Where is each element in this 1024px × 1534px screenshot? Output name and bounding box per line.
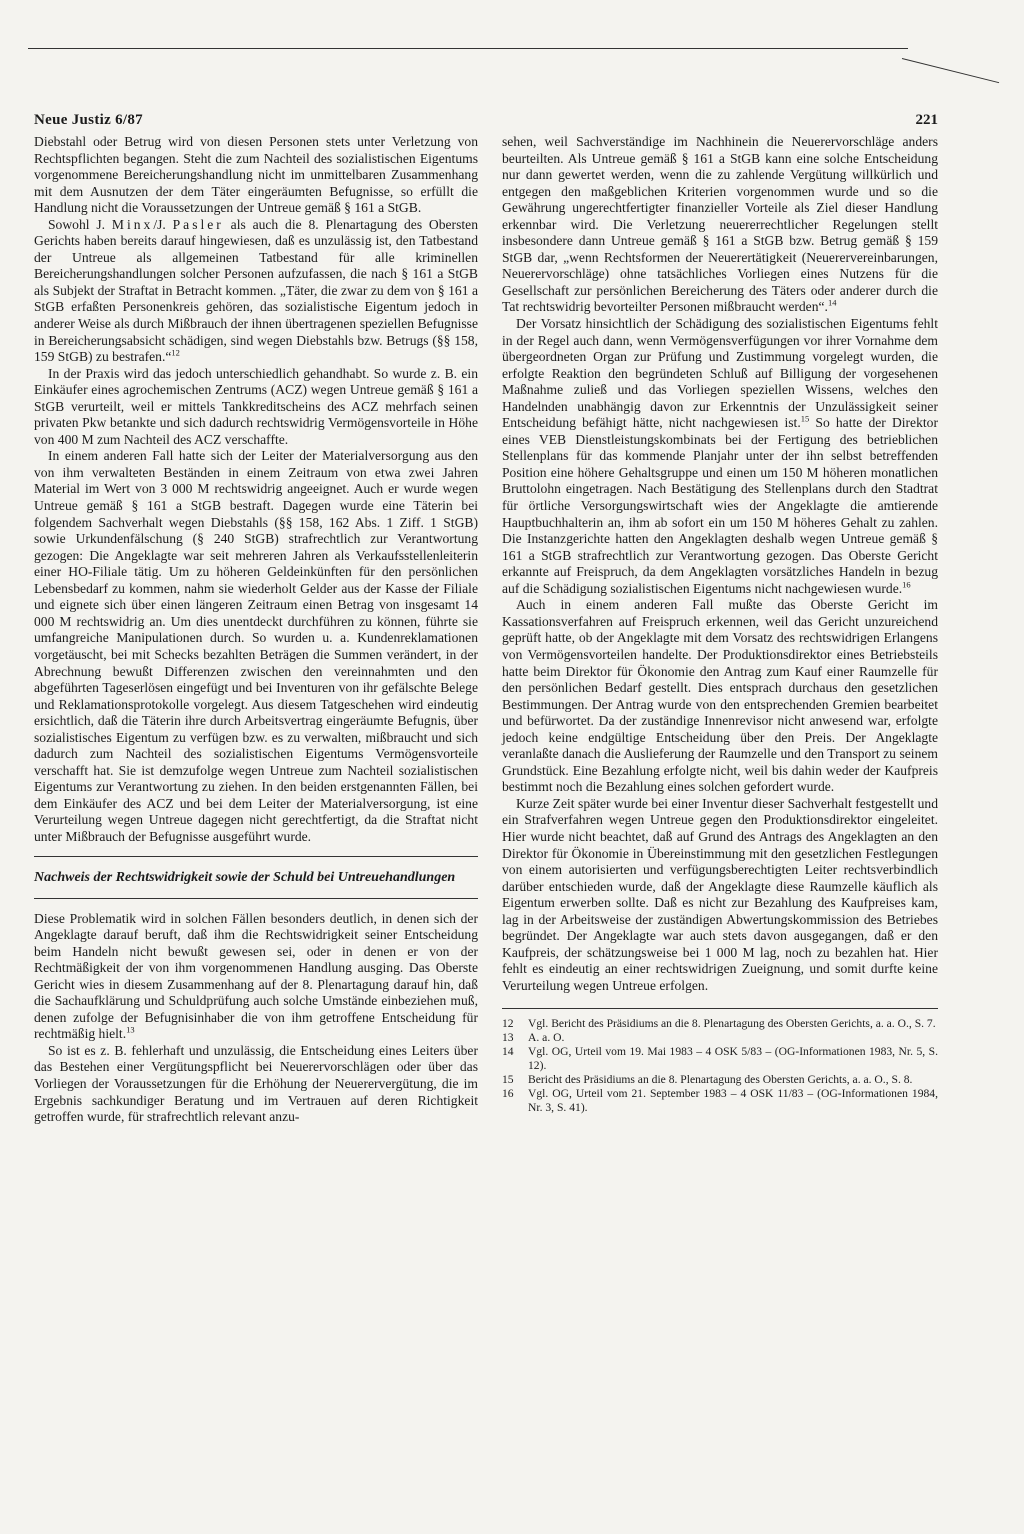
text-run: als auch die 8. Plenartagung des Obersten Gerichts haben bereits darauf hingewiesen, daß es unzulässig ist, den Tatbestand der Untreue als allgemeinen Tatbestand für alle kriminellen Bereicherungshandlungen solcher Personen aufzufassen, die nach § 161 a StGB als Subjekt der Straftat in Betracht kommen. „Täter, die zwar zu dem von § 161 a StGB erfaßten Personenkreis gehören, das sozialistische Eigentum jedoch in anderer Weise als durch Mißbrauch der ihnen übertragenen speziellen Befugnisse in Bereicherungsabsicht schädigen, sind wegen Diebstahls bzw. Betrugs (§§ 158, 159 StGB) zu bestrafen.“ bbox=[34, 216, 478, 365]
paragraph bbox=[502, 134, 938, 316]
text-run: So hatte der Direktor eines VEB Dienstleistungskombinats bei der Fertigung des betrieblichen Stellenplans für das kommende Planjahr unter der ihn selbst betreffenden Position eine höhere Gehaltsgruppe und einen um 150 M höheren monatlichen Bruttolohn eingetragen. Nach Bestätigung des Stellenplans durch den Stadtrat für örtliche Versorgungswirtschaft wies der Angeklagte die amtierende Hauptbuchhalterin an, ihm ab sofort ein um 150 M höheres Gehalt zu zahlen. Die Instanzgerichte hatten den Angeklagten deshalb wegen Untreue gemäß § 161 a StGB strafrechtlich zur Verantwortung gezogen. Das Oberste Gericht erkannte auf Freispruch, da dem Angeklagten vorsätzliches Handeln in bezug auf die Schädigung sozialistischen Eigentums nicht nachgewiesen wurde. bbox=[502, 415, 938, 596]
section-rule bbox=[34, 898, 478, 899]
journal-title: Neue Justiz 6/87 bbox=[34, 112, 143, 128]
text-run: Der Vorsatz hinsichtlich der Schädigung des sozialistischen Eigentums fehlt in der Regel auch dann, wenn Vermögensverfügungen vor ihrer Vornahme dem übergeordneten Organ zur Prüfung und Zustimmung vorgelegt wurden, die erfolgte Reaktion den begründeten Schluß auf Billigung der vorgesehenen Maßnahme zuließ und das Vorliegen speziellen Wissens, welches den Handelnden unabhängig davon zur Erkenntnis der Unzulässigkeit seiner Entscheidung befähigt hätte, nicht nachgewiesen ist. bbox=[502, 316, 938, 431]
section-rule bbox=[34, 856, 478, 857]
scan-mark bbox=[902, 58, 999, 83]
footnote-ref: 12 bbox=[171, 347, 180, 358]
page-header bbox=[34, 112, 938, 132]
text-run: sehen, weil Sachverständige im Nachhinein die Neuerervorschläge anders beurteilten. Als Untreue gemäß § 161 a StGB kann eine solche Entscheidung nur dann gewertet werden, wenn die zu zahlende Vergütung willkürlich und entgegen den maßgeblichen Kriterien vorgenommen wurde und so die Gewährung ungerechtfertigter finanzieller Vorteile als Ziel dieser Handlung erkennbar wird. Die Verletzung neuererrechtlicher Regelungen stellt insbesondere dann Untreue gemäß § 161 a StGB bzw. Betrug gemäß § 159 StGB dar, „wenn Rechtsformen der Neuerertätigkeit (Neuerervereinbarungen, Neuerervorschläge) ohne tatsächliches Vorliegen eines Nutzens für die Gesellschaft zur persönlichen Bereicherung des Täters oder anderer durch die Tat rechtswidrig bevorteilter Personen mißbraucht werden“. bbox=[502, 134, 938, 315]
text-run: Sowohl J. bbox=[48, 216, 106, 232]
text-run: /J. bbox=[153, 216, 166, 232]
footnote-ref: 13 bbox=[126, 1024, 135, 1035]
left-column bbox=[34, 134, 478, 1126]
footnote bbox=[502, 1045, 938, 1073]
author-name-pasler: Pasler bbox=[172, 216, 224, 232]
footnotes bbox=[502, 1017, 938, 1115]
page-number: 221 bbox=[915, 112, 938, 128]
footnote-number: 14 bbox=[502, 1045, 514, 1059]
footnote-number: 12 bbox=[502, 1017, 514, 1031]
footnote-text: Vgl. OG, Urteil vom 21. September 1983 – 4 OSK 11/83 – (OG-Informationen 1984, Nr. 3, S. 41). bbox=[528, 1087, 938, 1115]
footnote-number: 16 bbox=[502, 1087, 514, 1101]
right-column bbox=[502, 134, 938, 1115]
footnote-text: Vgl. OG, Urteil vom 19. Mai 1983 – 4 OSK 5/83 – (OG-Informationen 1983, Nr. 5, S. 12). bbox=[528, 1045, 938, 1073]
author-name-minx: Minx bbox=[111, 216, 154, 232]
paragraph bbox=[502, 316, 938, 597]
paragraph: So ist es z. B. fehlerhaft und unzulässig, die Entscheidung eines Leiters über das Bestehen einer Vergütungspflicht bei Neuerervorschlägen oder über das Vorliegen der Voraussetzungen für die Erhöhung der Neuerervergütung, die im Ergebnis sachkundiger Beratung und im Vertrauen auf deren Richtigkeit getroffen wurde, für strafrechtlich relevant anzu- bbox=[34, 1042, 478, 1125]
footnote-number: 15 bbox=[502, 1073, 514, 1087]
paragraph bbox=[34, 911, 478, 1043]
footnote bbox=[502, 1087, 938, 1115]
paragraph: In einem anderen Fall hatte sich der Leiter der Materialversorgung aus den von ihm verwalteten Beständen in einem Zeitraum von etwa zwei Jahren Material im Wert von 3 000 M rechtswidrig angeeignet. Auch er wurde wegen Untreue gemäß § 161 a StGB bestraft. Dagegen wurde eine Täterin bei folgendem Sachverhalt wegen Diebstahls (§§ 158, 162 Abs. 1 Ziff. 1 StGB) sowie Urkundenfälschung (§ 240 StGB) strafrechtlich zur Verantwortung gezogen: Die Angeklagte war seit mehreren Jahren als Verkaufsstellenleiterin einer HO-Filiale tätig. Um zu höheren Geldeinkünften für den persönlichen Lebensbedarf zu kommen, nahm sie wiederholt Gelder aus der Kasse der Filiale und eignete sich über einen längeren Zeitraum einen Betrag von insgesamt 14 000 M rechtswidrig an. Um dies unentdeckt durchführen zu können, führte sie umfangreiche Manipulationen durch. So wurden u. a. Kundenreklamationen vorgetäuscht, bei mit Schecks bezahlten Beträgen die Summen verändert, in der Abrechnung bewußt Differenzen zwischen den vereinnahmten und den abgeführten Tageserlösen eingefügt und bei Inventuren von ihr gefälschte Belege und Reklamationsprotokolle vorgelegt. Aus diesem Tatgeschehen wird eindeutig ersichtlich, daß die Täterin ihre durch Arbeitsvertrag eingeräumte Befugnis, über sozialistisches Eigentum zu verfügen bzw. es zu verwalten, mißbraucht und sich dadurch zum Nachteil des sozialistischen Eigentums Vermögensvorteile verschafft hat. Sie ist demzufolge wegen Untreue zum Nachteil sozialistischen Eigentums zur Verantwortung zu ziehen. In den beiden erstgenannten Fällen, bei dem Einkäufer des ACZ und bei dem Leiter der Materialversorgung, ist eine Verurteilung wegen Untreue dagegen nicht gerechtfertigt, da die Straftat nicht unter Mißbrauch der Befugnisse ausgeführt wurde. bbox=[34, 448, 478, 844]
footnote-ref: 15 bbox=[800, 413, 810, 424]
footnote-number: 13 bbox=[502, 1031, 514, 1045]
paragraph: Diebstahl oder Betrug wird von diesen Personen stets unter Verletzung von Rechtspflichten begangen. Steht die zum Nachteil des sozialistischen Eigentums vorgenommene Bereicherungshandlung nicht im unmittelbaren Zusammenhang mit dem Ausnutzen der dem Täter eingeräumten Befugnisse, so erfüllt die Handlung nicht die Voraussetzungen der Untreue gemäß § 161 a StGB. bbox=[34, 134, 478, 216]
footnote bbox=[502, 1073, 938, 1087]
footnote-ref: 14 bbox=[827, 297, 837, 308]
footnote bbox=[502, 1031, 938, 1045]
paragraph: Kurze Zeit später wurde bei einer Inventur dieser Sachverhalt festgestellt und ein Strafverfahren wegen Untreue gegen den Produktionsdirektor eingeleitet. Hier wurde nicht beachtet, daß auf Grund des Antrags des Angeklagten an den Direktor für Ökonomie in Übereinstimmung mit den gesetzlichen Festlegungen von einem autorisierten und verfügungsberechtigten Leiter rechtsverbindlich darüber entschieden wurde, daß der Angeklagte diese Raumzelle käuflich als Eigentum erwerben sollte. Daß es nicht zur Bezahlung des Kaufpreises kam, lag in der Arbeitsweise der zuständigen Abwertungskommission des Betriebes begründet. Der Angeklagte war auch stets davon ausgegangen, daß er den Kaufpreis, der schätzungsweise bei 1 000 M lag, noch zu bezahlen hat. Hier fehlt es eindeutig an einer rechtswidrigen Zueignung, und somit durfte keine Verurteilung wegen Untreue erfolgen. bbox=[502, 795, 938, 993]
footnote-text: Bericht des Präsidiums an die 8. Plenartagung des Obersten Gerichts, a. a. O., S. 8. bbox=[528, 1073, 913, 1087]
footnote-rule bbox=[502, 1008, 938, 1009]
footnote bbox=[502, 1017, 938, 1031]
text-run: Diese Problematik wird in solchen Fällen besonders deutlich, in denen sich der Angeklagte darauf beruft, daß ihm die Rechtswidrigkeit seiner Entscheidung beim Handeln nicht bewußt gewesen sei, oder in denen er von der Rechtmäßigkeit der von ihm vorgenommenen Handlung ausging. Das Oberste Gericht wies in diesem Zusammenhang auf der 8. Plenartagung darauf hin, daß die Sachaufklärung und Schuldprüfung auch solche Umstände einbeziehen muß, denen zufolge der Befugnisinhaber die von ihm getroffene Entscheidung für rechtmäßig hielt. bbox=[34, 910, 478, 1042]
footnote-text: Vgl. Bericht des Präsidiums an die 8. Plenartagung des Obersten Gerichts, a. a. O., S. 7. bbox=[528, 1017, 936, 1031]
paragraph: In der Praxis wird das jedoch unterschiedlich gehandhabt. So wurde z. B. ein Einkäufer eines agrochemischen Zentrums (ACZ) wegen Untreue gemäß § 161 a StGB verurteilt, weil er mittels Tankkreditscheins des ACZ mehrfach seinen privaten Pkw betankte und sich dadurch rechtswidrig Vermögensvorteile in Höhe von 400 M zum Nachteil des ACZ verschaffte. bbox=[34, 365, 478, 447]
footnote-text: A. a. O. bbox=[528, 1031, 565, 1045]
section-subheading: Nachweis der Rechtswidrigkeit sowie der Schuld bei Untreuehandlungen bbox=[34, 869, 456, 885]
footnote-ref: 16 bbox=[902, 579, 911, 590]
paragraph bbox=[34, 217, 478, 366]
paragraph: Auch in einem anderen Fall mußte das Oberste Gericht im Kassationsverfahren auf Freispruch erkennen, weil das Gericht unzureichend geprüft hatte, ob der Angeklagte mit dem Vorsatz des rechtswidrigen Erlangens von Vermögensvorteilen handelte. Der Produktionsdirektor eines Betriebsteils hatte beim Direktor für Ökonomie den Antrag zum Kauf einer Raumzelle für den persönlichen Bedarf gestellt. Dies entsprach durchaus den gesetzlichen Bestimmungen. Der Antrag wurde von den entsprechenden Gremien bearbeitet und befürwortet. Da der zuständige Innenrevisor nicht anwesend war, erfolgte jedoch keine endgültige Entscheidung über den Preis. Der Angeklagte veranlaßte danach die Auslieferung der Raumzelle und den Transport zu seinem Grundstück. Eine Bezahlung erfolgte nicht, weil bis dahin weder der Kaufpreis bestimmt noch die Bezahlung eines solchen gefordert wurde. bbox=[502, 597, 938, 795]
top-rule bbox=[28, 48, 908, 49]
